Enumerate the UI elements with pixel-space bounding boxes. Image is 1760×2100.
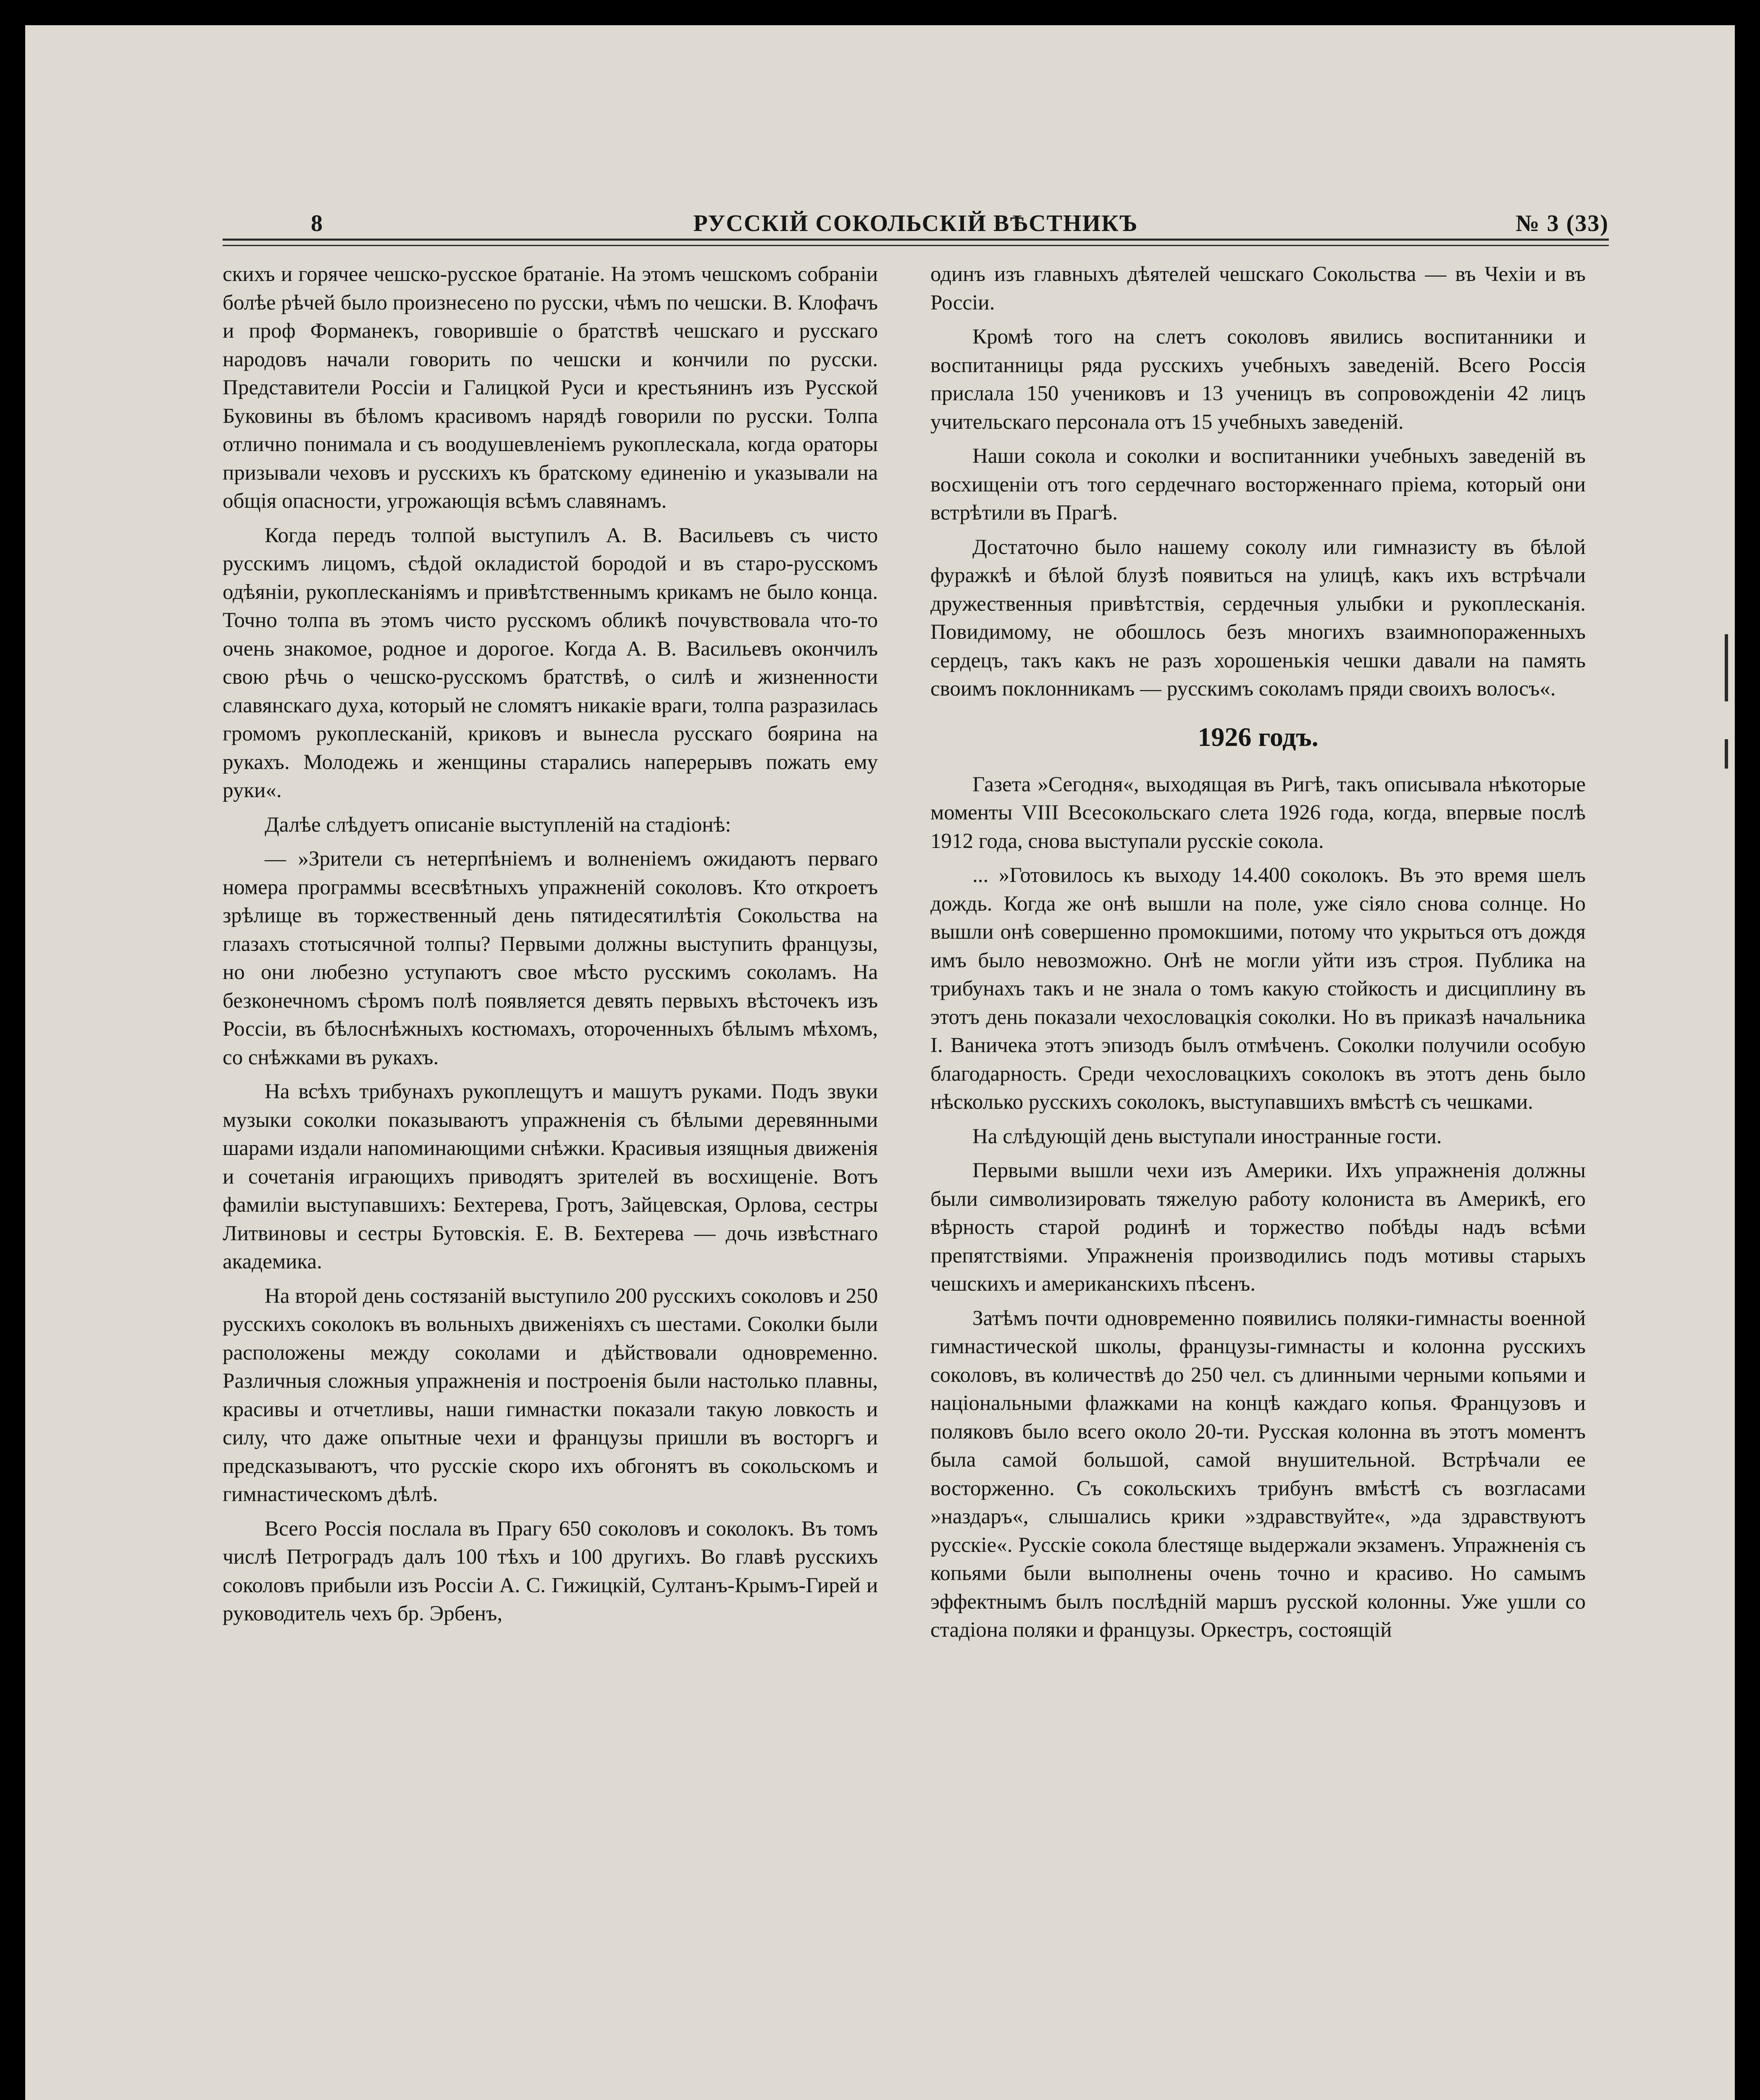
paragraph: На всѣхъ трибунахъ рукоплещутъ и машутъ руками. Подъ звуки музыки соколки показываютъ упражненія съ бѣлыми деревянными шарами издали напоминающими снѣжки. Красивыя изящныя движенія и сочетанія играющихъ приводятъ зрителей въ восхищеніе. Вотъ фамиліи выступавшихъ: Бехтерева, Гротъ, Зайцевская, Орлова, сестры Литвиновы и сестры Бутовскія. Е. В. Бехтерева — дочь извѣстнаго академика.: [223, 1080, 878, 1273]
left-column: [223, 260, 878, 1634]
paragraph: скихъ и горячее чешско-русское братаніе. На этомъ чешскомъ собраніи болѣе рѣчей было произнесено по русски, чѣмъ по чешски. В. Клофачъ и проф Форманекъ, говорившіе о братствѣ чешскаго и русскаго народовъ начали говорить по чешски и кончили по русски. Представители Россіи и Галицкой Руси и крестьянинъ изъ Русской Буковины въ бѣломъ красивомъ нарядѣ говорили по русски. Толпа отлично понимала и съ воодушевленіемъ рукоплескала, когда ораторы призывали чеховъ и русскихъ къ братскому единенію и указывали на общія опасности, угрожающія всѣмъ славянамъ.: [223, 262, 878, 513]
paragraph: — »Зрители съ нетерпѣніемъ и волненіемъ ожидаютъ перваго номера программы всесвѣтныхъ упражненій соколовъ. Кто откроетъ зрѣлище въ торжественный день пятидесятилѣтія Сокольства на глазахъ стотысячной толпы? Первыми должны выступить французы, но они любезно уступаютъ свое мѣсто русскимъ соколамъ. На безконечномъ сѣромъ полѣ появляется девять первыхъ вѣсточекъ изъ Россіи, въ бѣлоснѣжныхъ костюмахъ, отороченныхъ бѣлымъ мѣхомъ, со снѣжками въ рукахъ.: [223, 847, 878, 1069]
paragraph: Всего Россія послала въ Прагу 650 соколовъ и соколокъ. Въ томъ числѣ Петроградъ далъ 100 тѣхъ и 100 другихъ. Во главѣ русскихъ соколовъ прибыли изъ Россіи А. С. Гижицкій, Султанъ-Крымъ-Гирей и руководитель чехъ бр. Эрбенъ,: [223, 1517, 878, 1625]
running-head: [223, 206, 1609, 239]
page-number: 8: [311, 210, 323, 236]
margin-mark: [1725, 739, 1728, 769]
paragraph: Кромѣ того на слетъ соколовъ явились воспитанники и воспитанницы ряда русскихъ учебныхъ заведеній. Всего Россія прислала 150 учениковъ и 13 ученицъ въ сопровожденіи 42 лицъ учительскаго персонала отъ 15 учебныхъ заведеній.: [930, 325, 1586, 434]
margin-mark: [1725, 634, 1728, 701]
paragraph: Первыми вышли чехи изъ Америки. Ихъ упражненія должны были символизировать тяжелую работу колониста въ Америкѣ, его вѣрность старой родинѣ и торжество побѣды надъ всѣми препятствіями. Упражненія производились подъ мотивы старыхъ чешскихъ и американскихъ пѣсенъ.: [930, 1159, 1586, 1296]
paragraph: Достаточно было нашему соколу или гимназисту въ бѣлой фуражкѣ и бѣлой блузѣ появиться на улицѣ, какъ ихъ встрѣчали дружественныя привѣтствія, сердечныя улыбки и рукоплесканія. Повидимому, не обошлось безъ многихъ взаимнопораженныхъ сердецъ, такъ какъ не разъ хорошенькія чешки давали на память своимъ поклонникамъ — русскимъ соколамъ пряди своихъ волосъ«.: [930, 535, 1586, 701]
paragraph: ... »Готовилось къ выходу 14.400 соколокъ. Въ это время шелъ дождь. Когда же онѣ вышли на поле, уже сіяло снова солнце. Но вышли онѣ совершенно промокшими, потому что укрыться отъ дождя имъ было невозможно. Онѣ не могли уйти изъ строя. Публика на трибунахъ такъ и не знала о томъ какую стойкость и дисциплину въ этотъ день показали чехословацкія соколки. Но въ приказѣ начальника I. Ваничека этотъ эпизодъ былъ отмѣченъ. Соколки получили особую благодарность. Среди чехословацкихъ соколокъ въ этотъ день было нѣсколько русскихъ соколокъ, выступавшихъ вмѣстѣ съ чешками.: [930, 864, 1586, 1114]
paragraph: Газета »Сегодня«, выходящая въ Ригѣ, такъ описывала нѣкоторые моменты VIII Всесокольскаго слета 1926 года, когда, впервые послѣ 1912 года, снова выступали русскіе сокола.: [930, 772, 1586, 853]
paragraph: На слѣдующій день выступали иностранные гости.: [972, 1124, 1442, 1148]
right-column: [930, 260, 1586, 1651]
paragraph: одинъ изъ главныхъ дѣятелей чешскаго Сокольства — въ Чехіи и въ Россіи.: [930, 262, 1586, 315]
journal-title: РУССКІЙ СОКОЛЬСКІЙ ВѢСТНИКЪ: [693, 210, 1138, 236]
paragraph: Когда передъ толпой выступилъ А. В. Васильевъ съ чисто русскимъ лицомъ, сѣдой окладистой бородой и въ старо-русскомъ одѣяніи, рукоплесканіямъ и привѣтственнымъ крикамъ не было конца. Точно толпа въ этомъ чисто русскомъ обликѣ почувствовала что-то очень знакомое, родное и дорогое. Когда А. В. Васильевъ окончилъ свою рѣчь о чешско-русскомъ братствѣ, о силѣ и жизненности славянскаго духа, который не сломятъ никакіе враги, толпа разразилась громомъ рукоплесканій, криковъ и вынесла русскаго боярина на рукахъ. Молодежь и женщины старались наперерывъ пожать ему руки«.: [223, 523, 878, 802]
section-heading: 1926 годъ.: [1198, 722, 1319, 752]
header-rule: [223, 239, 1609, 246]
paragraph: Далѣе слѣдуетъ описаніе выступленій на стадіонѣ:: [265, 813, 731, 837]
paragraph: Затѣмъ почти одновременно появились поляки-гимнасты военной гимнастической школы, французы-гимнасты и колонна русскихъ соколовъ, въ количествѣ до 250 чел. съ длинными черными копьями и національными флажками на концѣ каждаго копья. Французовъ и поляковъ было всего около 20-ти. Русская колонна въ этотъ моментъ была самой большой, самой внушительной. Встрѣчали ее восторженно. Съ сокольскихъ трибунъ вмѣстѣ съ возгласами »наздаръ«, слышались крики »здравствуйте«, »да здравствуютъ русскіе«. Русскіе сокола блестяще выдержали экзаменъ. Упражненія съ копьями были выполнены очень точно и красиво. Но самымъ эффектнымъ былъ послѣдній маршъ русской колонны. Уже ушли со стадіона поляки и французы. Оркестръ, состоящій: [930, 1306, 1586, 1642]
paragraph: Наши сокола и соколки и воспитанники учебныхъ заведеній въ восхищеніи отъ того сердечнаго восторженнаго пріема, который они встрѣтили въ Прагѣ.: [930, 444, 1586, 525]
paragraph: На второй день состязаній выступило 200 русскихъ соколовъ и 250 русскихъ соколокъ въ вольныхъ движеніяхъ съ шестами. Соколки были расположены между соколами и дѣйствовали одновременно. Различныя сложныя упражненія и построенія были настолько плавны, красивы и отчетливы, наши гимнастки показали такую ловкость и силу, что даже опытные чехи и французы пришли въ восторгъ и предсказываютъ, что русскіе скоро ихъ обгонятъ въ сокольскомъ и гимнастическомъ дѣлѣ.: [223, 1284, 878, 1506]
magazine-page: [25, 25, 1735, 2100]
issue-number: № 3 (33): [1516, 210, 1609, 236]
